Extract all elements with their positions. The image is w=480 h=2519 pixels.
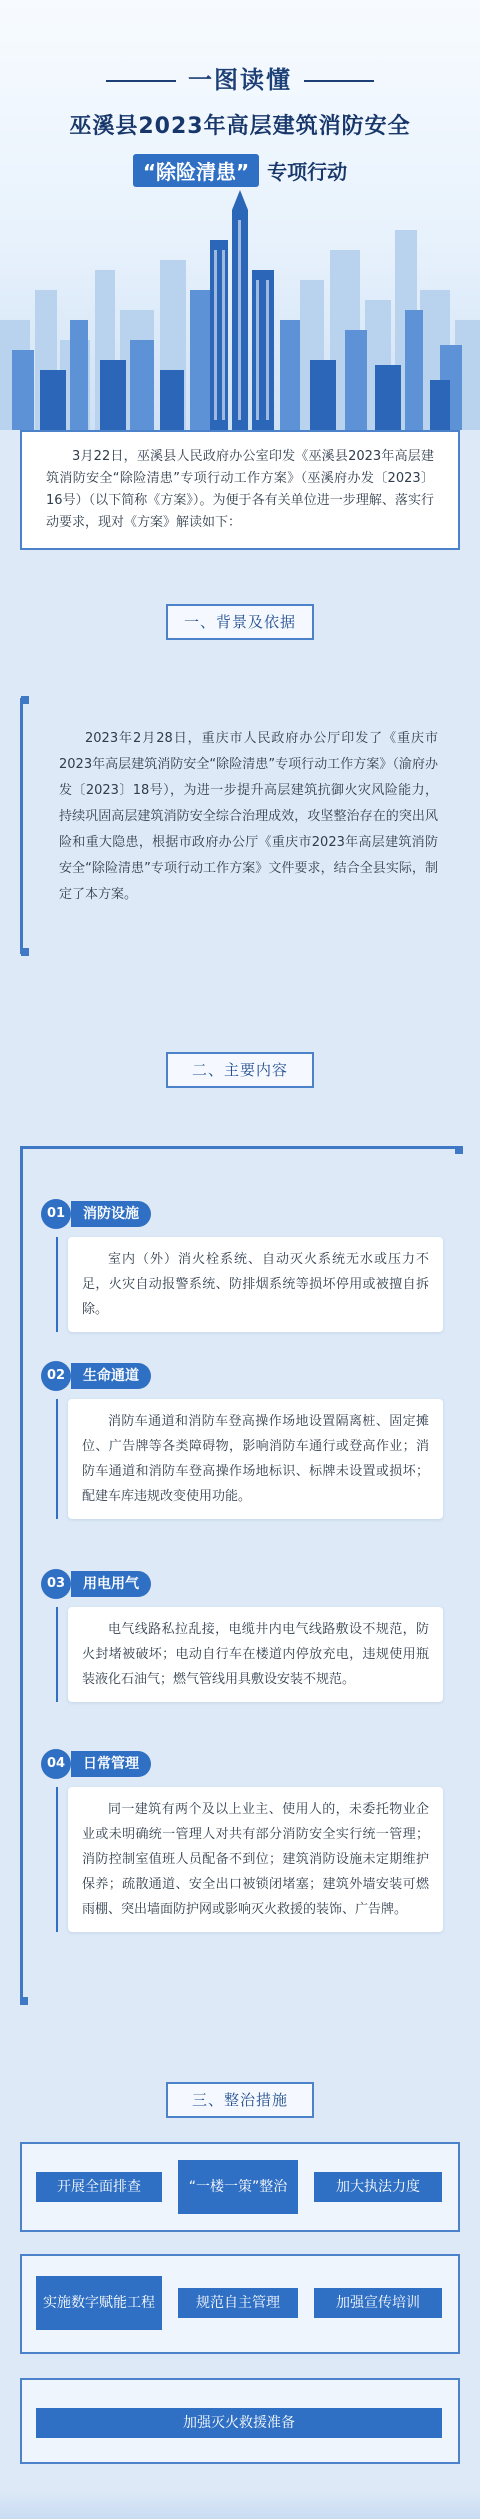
page-title: 巫溪县2023年高层建筑消防安全 xyxy=(69,114,411,139)
measure-item: 加强宣传培训 xyxy=(314,2288,442,2318)
item-text: 电气线路私拉乱接，电缆井内电气线路敷设不规范，防火封堵被破坏；电动自行车在楼道内停放充电，违规使用瓶装液化石油气；燃气管线用具敷设安装不规范。 xyxy=(82,1622,429,1687)
measure-item: 规范自主管理 xyxy=(178,2288,298,2318)
header-kicker xyxy=(0,60,480,95)
divider xyxy=(304,80,374,82)
corner-marker xyxy=(455,1146,463,1154)
intro-text: 3月22日，巫溪县人民政府办公室印发《巫溪县2023年高层建筑消防安全“除险清患”专项行动工作方案》（巫溪府办发〔2023〕16号）（以下简称《方案》）。为便于各有关单位进一步理解、落实行动要求，现对《方案》解读如下： xyxy=(46,449,434,530)
item-card xyxy=(68,1607,443,1702)
corner-marker xyxy=(20,1997,28,2005)
item-label: 用电用气 xyxy=(71,1571,151,1597)
kicker-text: 一图读懂 xyxy=(188,66,292,94)
corner-marker xyxy=(21,696,29,704)
item-number: 01 xyxy=(41,1199,71,1229)
measures-row-3 xyxy=(20,2378,460,2464)
measure-item: 开展全面排查 xyxy=(36,2172,162,2202)
subtitle-highlight: “除险清患” xyxy=(133,154,259,187)
content-item xyxy=(41,1361,443,1519)
item-card xyxy=(68,1787,443,1932)
item-number: 03 xyxy=(41,1569,71,1599)
content-item xyxy=(41,1199,443,1332)
item-label: 日常管理 xyxy=(71,1751,151,1777)
subtitle-rest: 专项行动 xyxy=(267,160,348,184)
corner-marker xyxy=(21,948,29,956)
item-text: 同一建筑有两个及以上业主、使用人的，未委托物业企业或未明确统一管理人对共有部分消防安全实行统一管理；消防控制室值班人员配备不到位；建筑消防设施未定期维护保养；疏散通道、安全出口被锁闭堵塞；建筑外墙安装可燃雨棚、突出墙面防护网或影响灭火救援的装饰、广告牌。 xyxy=(82,1802,429,1917)
main-content-block xyxy=(20,1146,460,2002)
background-text: 2023年2月28日，重庆市人民政府办公厅印发了《重庆市2023年高层建筑消防安全“除险清患”专项行动工作方案》（渝府办发〔2023〕18号），为进一步提升高层建筑抗御火灾风险能力，持续巩固高层建筑消防安全综合治理成效，攻坚整治存在的突出风险和重大隐患，根据市政府办公厅《重庆市2023年高层建筑消防安全“除险清患”专项行动工作方案》文件要求，结合全县实际，制定了本方案。 xyxy=(59,731,438,902)
item-label: 消防设施 xyxy=(71,1201,151,1227)
measures-row-2 xyxy=(20,2254,460,2354)
content-item xyxy=(41,1749,443,1932)
section-title-background: 一、背景及依据 xyxy=(166,604,314,640)
intro-card xyxy=(20,430,460,550)
header-banner xyxy=(0,0,480,430)
section-title-measures: 三、整治措施 xyxy=(166,2082,314,2118)
measure-item: “一楼一策”整治 xyxy=(178,2160,298,2214)
divider xyxy=(106,80,176,82)
item-card xyxy=(68,1399,443,1519)
measure-item: 加强灭火救援准备 xyxy=(36,2408,442,2438)
section-title-main-content: 二、主要内容 xyxy=(166,1052,314,1088)
measures-row-1 xyxy=(20,2142,460,2232)
measure-item: 实施数字赋能工程 xyxy=(36,2276,162,2330)
measure-item: 加大执法力度 xyxy=(314,2172,442,2202)
city-skyline-illustration xyxy=(0,170,480,430)
item-text: 消防车通道和消防车登高操作场地设置隔离桩、固定摊位、广告牌等各类障碍物，影响消防车通行或登高作业；消防车通道和消防车登高操作场地标识、标牌未设置或损坏；配建车库违规改变使用功能。 xyxy=(82,1414,429,1504)
item-label: 生命通道 xyxy=(71,1363,151,1389)
background-block xyxy=(20,698,460,954)
item-number: 02 xyxy=(41,1361,71,1391)
page-footer-band xyxy=(0,2490,480,2519)
item-text: 室内（外）消火栓系统、自动灭火系统无水或压力不足，火灾自动报警系统、防排烟系统等损坏停用或被擅自拆除。 xyxy=(82,1252,429,1317)
item-number: 04 xyxy=(41,1749,71,1779)
item-card xyxy=(68,1237,443,1332)
content-item xyxy=(41,1569,443,1702)
